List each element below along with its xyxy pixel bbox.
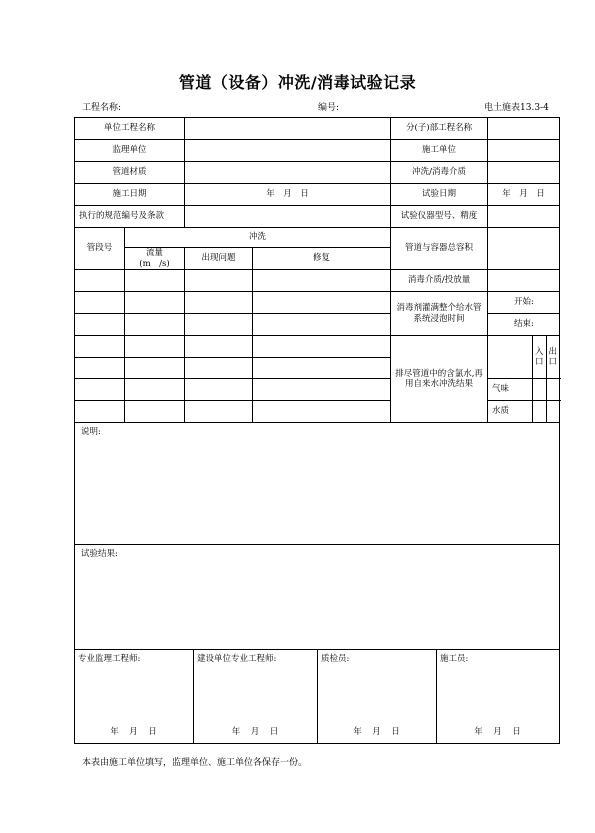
qc-label: 质检员: <box>321 654 350 665</box>
sub-project-label: 分(子)部工程名称 <box>391 118 488 140</box>
supervision-unit-label: 监理单位 <box>75 140 185 162</box>
qc-date: 年 月 日 <box>353 726 401 737</box>
water-quality-values[interactable] <box>533 401 560 423</box>
unit-project-label: 单位工程名称 <box>75 118 185 140</box>
builder-signature[interactable] <box>437 650 559 743</box>
flush-cell[interactable] <box>253 270 391 292</box>
flush-cell[interactable] <box>185 270 253 292</box>
soak-end[interactable]: 结束: <box>488 314 560 336</box>
construction-unit-value[interactable] <box>488 140 560 162</box>
number-label: 编号: <box>318 103 340 113</box>
owner-engineer-date: 年 月 日 <box>231 726 280 737</box>
project-name-label: 工程名称: <box>82 103 122 113</box>
disinfect-dosage-value[interactable] <box>488 270 560 292</box>
problems-header: 出现问题 <box>185 248 253 270</box>
flush-cell[interactable] <box>125 379 185 401</box>
water-quality-label: 水质 <box>488 401 533 423</box>
test-date-value[interactable]: 年 月 日 <box>488 184 560 206</box>
flush-cell[interactable] <box>253 336 391 358</box>
total-volume-label: 管道与容器总容积 <box>391 228 488 270</box>
owner-engineer-label: 建设单位专业工程师: <box>197 654 277 665</box>
owner-engineer-signature[interactable] <box>194 650 318 743</box>
flush-cell[interactable] <box>253 292 391 314</box>
flush-cell[interactable] <box>253 401 391 423</box>
construction-date-label: 施工日期 <box>75 184 185 206</box>
pipe-material-label: 管道材质 <box>75 162 185 184</box>
flow-rate-label: 流量 <box>146 248 164 258</box>
soak-time-label: 消毒剂灌满整个给水管系统浸泡时间 <box>391 292 488 336</box>
builder-label: 施工员: <box>440 654 469 665</box>
flushing-header: 冲洗 <box>125 228 391 248</box>
flush-cell[interactable] <box>185 336 253 358</box>
footnote: 本表由施工单位填写，监理单位、施工单位各保存一份。 <box>82 758 308 768</box>
odor-values[interactable] <box>533 379 560 401</box>
flush-cell[interactable] <box>253 357 391 379</box>
flush-cell[interactable] <box>185 357 253 379</box>
inlet-header: 入口 <box>533 336 547 378</box>
soak-start[interactable]: 开始: <box>488 292 560 314</box>
test-date-label: 试验日期 <box>391 184 488 206</box>
flush-cell[interactable] <box>185 401 253 423</box>
supervisor-signature[interactable] <box>75 650 194 743</box>
flush-cell[interactable] <box>75 379 125 401</box>
outlet-header: 出口 <box>548 346 558 368</box>
flush-cell[interactable] <box>125 314 185 336</box>
flush-cell[interactable] <box>75 357 125 379</box>
total-volume-value[interactable] <box>488 228 560 270</box>
record-table <box>74 117 560 744</box>
flow-rate-unit: (m /s) <box>139 258 170 269</box>
construction-unit-label: 施工单位 <box>391 140 488 162</box>
pipe-material-value[interactable] <box>185 162 391 184</box>
form-title: 管道（设备）冲洗/消毒试验记录 <box>178 73 417 92</box>
result-area[interactable] <box>75 545 560 650</box>
flush-cell[interactable] <box>75 292 125 314</box>
spec-clause-label: 执行的规范编号及条款 <box>75 206 185 228</box>
flush-cell[interactable] <box>75 314 125 336</box>
description-area[interactable] <box>75 423 560 545</box>
flush-cell[interactable] <box>125 401 185 423</box>
instrument-model-value[interactable] <box>488 206 560 228</box>
repair-header: 修复 <box>253 248 391 270</box>
flush-cell[interactable] <box>75 401 125 423</box>
flush-cell[interactable] <box>125 357 185 379</box>
supervisor-label: 专业监理工程师: <box>78 654 141 665</box>
instrument-model-label: 试验仪器型号、精度 <box>391 206 488 228</box>
disinfect-dosage-label: 消毒介质/投放量 <box>391 270 488 292</box>
qc-signature[interactable] <box>318 650 437 743</box>
flush-cell[interactable] <box>75 336 125 358</box>
flush-cell[interactable] <box>125 270 185 292</box>
section-no-header: 管段号 <box>75 228 125 270</box>
result-label: 试验结果: <box>81 549 118 560</box>
flow-rate-header <box>125 248 185 270</box>
form-code: 电土施表13.3-4 <box>484 103 549 113</box>
inlet-outlet-cell <box>533 336 560 379</box>
flush-cell[interactable] <box>253 314 391 336</box>
flush-medium-label: 冲洗/消毒介质 <box>391 162 488 184</box>
supervisor-date: 年 月 日 <box>110 726 158 737</box>
construction-date-value[interactable]: 年 月 日 <box>185 184 391 206</box>
flush-cell[interactable] <box>253 379 391 401</box>
chlorine-flush-label: 排尽管道中的含氯水,再用自来水冲洗结果 <box>391 336 488 423</box>
flush-cell[interactable] <box>185 379 253 401</box>
supervision-unit-value[interactable] <box>185 140 391 162</box>
flush-cell[interactable] <box>75 270 125 292</box>
odor-label: 气味 <box>488 379 533 401</box>
chlorine-corner <box>488 336 533 379</box>
flush-cell[interactable] <box>125 336 185 358</box>
flush-medium-value[interactable] <box>488 162 560 184</box>
builder-date: 年 月 日 <box>474 726 522 737</box>
flush-cell[interactable] <box>185 314 253 336</box>
spec-clause-value[interactable] <box>185 206 391 228</box>
description-label: 说明: <box>81 427 101 438</box>
signature-row <box>75 650 560 744</box>
flush-cell[interactable] <box>125 292 185 314</box>
flush-cell[interactable] <box>185 292 253 314</box>
sub-project-value[interactable] <box>488 118 560 140</box>
unit-project-value[interactable] <box>185 118 391 140</box>
